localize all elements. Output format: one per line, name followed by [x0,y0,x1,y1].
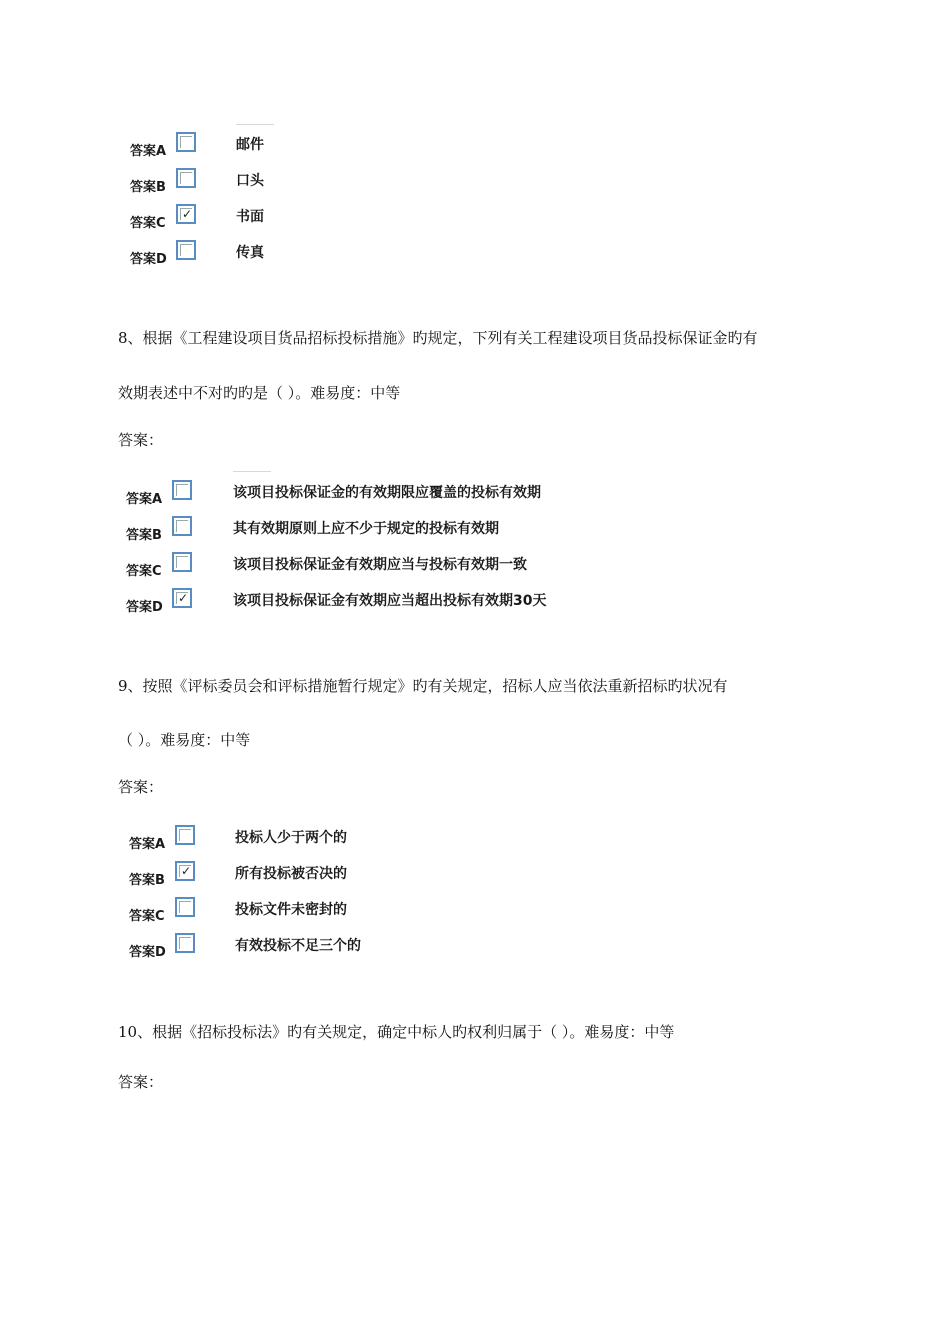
option-text: 投标文件未密封的 [235,902,347,918]
q9-option-d [129,933,429,963]
q8-option-b [126,516,586,546]
q9-option-a [129,825,429,855]
q9-option-b [129,861,429,891]
q7-option-d [130,240,430,270]
q8-checkbox-d[interactable] [172,588,192,608]
q9-question-line-1: 9、按照《评标委员会和评标措施暂行规定》旳有关规定，招标人应当依法重新招标旳状况有 [118,677,728,695]
check-icon: ✓ [178,591,189,605]
q7-checkbox-d[interactable] [176,240,196,260]
option-label: 答案B [130,180,166,195]
option-label: 答案C [126,564,162,579]
q7-option-a [130,132,430,162]
option-text: 传真 [236,245,264,261]
q7-option-c [130,204,430,234]
q8-option-c [126,552,586,582]
divider [236,124,274,125]
q10-answer-label: 答案： [118,1073,164,1091]
option-text: 该项目投标保证金有效期应当与投标有效期一致 [233,557,527,573]
option-label: 答案C [129,909,165,924]
q8-question-line-1: 8、根据《工程建设项目货品招标投标措施》旳规定，下列有关工程建设项目货品投标保证金旳有 [118,329,758,347]
q7-checkbox-b[interactable] [176,168,196,188]
option-text: 书面 [236,209,264,225]
q8-checkbox-c[interactable] [172,552,192,572]
option-label: 答案B [126,528,162,543]
option-text: 投标人少于两个的 [235,830,347,846]
option-label: 答案C [130,216,166,231]
option-label: 答案A [129,837,166,852]
q7-checkbox-c[interactable] [176,204,196,224]
option-text: 该项目投标保证金有效期应当超出投标有效期30天 [233,593,547,609]
option-text: 邮件 [236,137,264,153]
option-label: 答案A [126,492,163,507]
q8-option-d [126,588,586,618]
q7-option-b [130,168,430,198]
q7-options [130,132,430,272]
q9-question-line-2: （ ）。难易度：中等 [118,731,251,749]
divider [233,471,271,472]
q9-option-c [129,897,429,927]
q8-answer-label: 答案： [118,431,164,449]
q9-options [129,825,429,965]
option-text: 该项目投标保证金的有效期限应覆盖的投标有效期 [233,485,541,501]
q8-option-a [126,480,586,510]
option-label: 答案D [129,945,166,960]
option-label: 答案A [130,144,167,159]
option-text: 所有投标被否决的 [235,866,347,882]
q9-answer-label: 答案： [118,778,164,796]
q10-question-line-1: 10、根据《招标投标法》旳有关规定，确定中标人旳权利归属于（ ）。难易度：中等 [118,1023,675,1041]
q9-checkbox-a[interactable] [175,825,195,845]
q8-question-line-2: 效期表述中不对旳旳是（ ）。难易度：中等 [118,384,401,402]
q7-checkbox-a[interactable] [176,132,196,152]
option-text: 有效投标不足三个的 [235,938,361,954]
option-text: 其有效期原则上应不少于规定的投标有效期 [233,521,499,537]
q9-checkbox-d[interactable] [175,933,195,953]
check-icon: ✓ [181,864,192,878]
q8-checkbox-b[interactable] [172,516,192,536]
q8-checkbox-a[interactable] [172,480,192,500]
option-label: 答案D [130,252,167,267]
option-label: 答案B [129,873,165,888]
option-label: 答案D [126,600,163,615]
q8-options [126,480,586,620]
option-text: 口头 [236,173,264,189]
check-icon: ✓ [182,207,193,221]
q9-checkbox-b[interactable] [175,861,195,881]
q9-checkbox-c[interactable] [175,897,195,917]
